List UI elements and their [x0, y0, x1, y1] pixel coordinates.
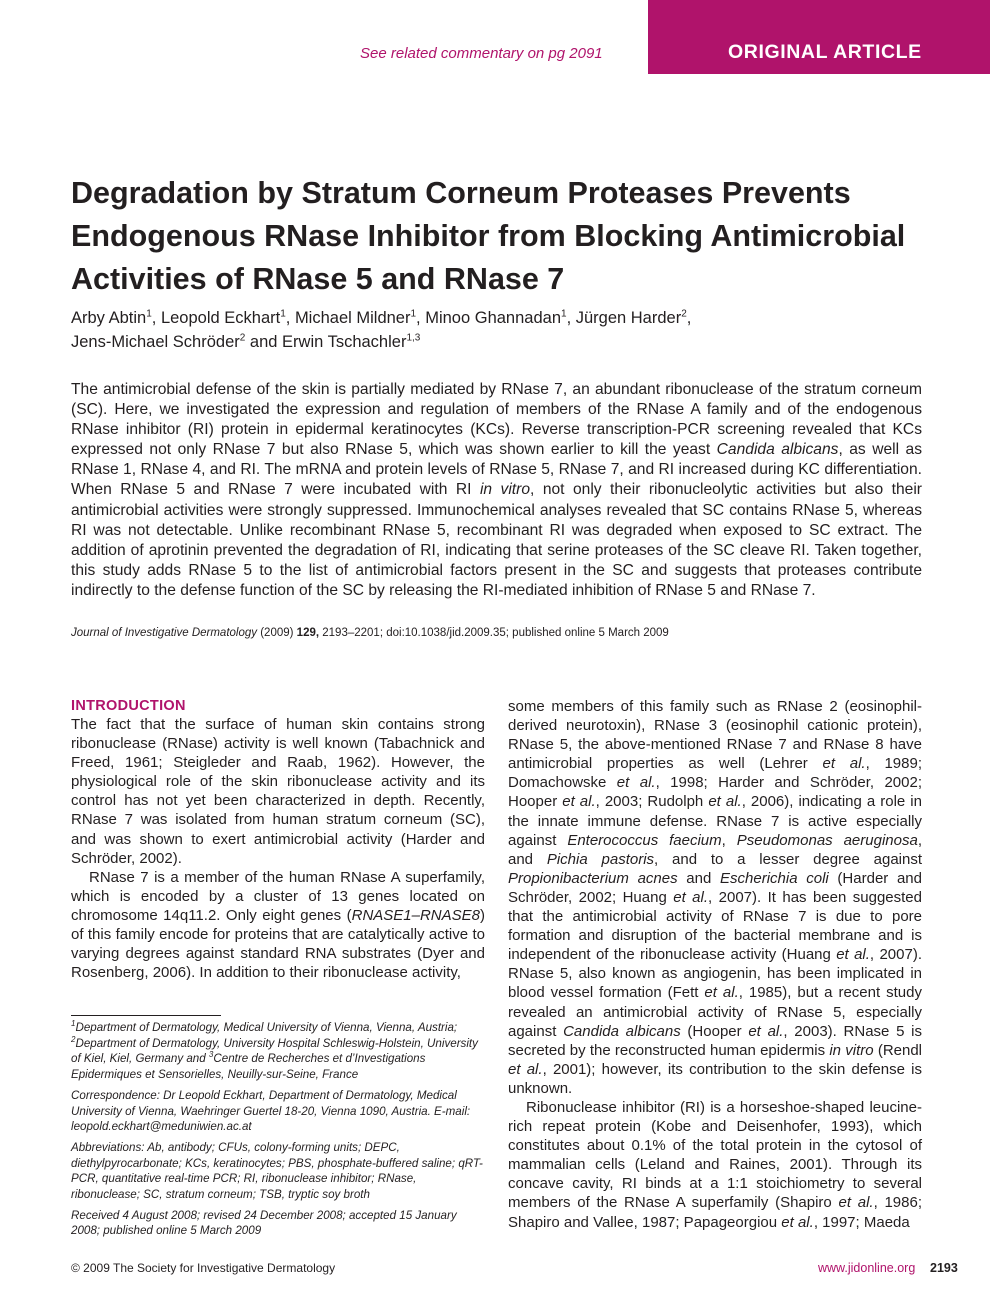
body-paragraph: Ribonuclease inhibitor (RI) is a horseshoe-shaped leucine-rich repeat protein (Kobe and Deisenhofer, 1993), which constitutes about 0.1% of the total protein in the cytosol of mammalian cells (Leland and Raines, 2001). Through its concave cavity, RI binds at a 1:1 stoichiometry to several members of the RNase A superfamily (Shapiro et al., 1986; Shapiro and Vallee, 1987; Papageorgiou et al., 1997; Maeda	[508, 1098, 923, 1231]
author-affiliation: 2	[239, 332, 246, 344]
author-affiliation: 2	[681, 308, 687, 320]
left-column	[71, 697, 485, 982]
author: Michael Mildner	[294, 309, 411, 327]
footnote-divider	[71, 1015, 221, 1016]
author-conjunction: and	[249, 333, 278, 351]
author: Jürgen Harder	[575, 309, 682, 327]
author: Minoo Ghannadan	[425, 309, 561, 327]
received-dates: Received 4 August 2008; revised 24 December 2008; accepted 15 January 2008; published online 5 March 2009	[71, 1208, 457, 1238]
author-affiliation: 1	[561, 308, 567, 320]
right-column	[508, 697, 922, 1232]
author: Erwin Tschachler	[282, 333, 407, 351]
author-affiliation: 1,3	[406, 332, 421, 344]
footnotes	[71, 1020, 485, 1244]
author: Leopold Eckhart	[160, 309, 281, 327]
related-commentary-link[interactable]: See related commentary on pg 2091	[360, 45, 603, 62]
intro-paragraph: RNase 7 is a member of the human RNase A superfamily, which is encoded by a cluster of 13 genes located on chromosome 14q11.2. Only eight genes (RNASE1–RNASE8) of this family encode for proteins that are catalytically active to varying degrees against standard RNA substrates (Dyer and Rosenberg, 2006). In addition to their ribonuclease activity,	[71, 868, 485, 982]
author-list: Arby Abtin$^1$, Leopold Eckhart$^1$, Michael Mildner$^1$, Minoo Ghannadan$^1$, Jürgen Harder$^2$, Jens-Michael Schröder$^2$ and Erwin Tschachler$^{1,3}$	[71, 308, 692, 351]
intro-paragraph: The fact that the surface of human skin contains strong ribonuclease (RNase) activity is well known (Tabachnick and Freed, 1961; Steigleder and Raab, 1962). However, the physiological role of the skin ribonuclease activity and its control has not yet been characterized in depth. Recently, RNase 7 was isolated from human stratum corneum (SC), and was shown to exert antimicrobial activity (Harder and Schröder, 2002).	[71, 716, 485, 867]
article-type-badge: ORIGINAL ARTICLE	[648, 0, 990, 74]
abstract: The antimicrobial defense of the skin is partially mediated by RNase 7, an abundant ribonuclease of the stratum corneum (SC). Here, we investigated the expression and regulation of members of the RNase A family and of the endogenous RNase inhibitor (RI) protein in epidermal keratinocytes (KCs). Reverse transcription-PCR screening revealed that KCs expressed not only RNase 7 but also RNase 5, which was shown earlier to kill the yeast Candida albicans, as well as RNase 1, RNase 4, and RI. The mRNA and protein levels of RNase 5, RNase 7, and RI increased during KC differentiation. When RNase 5 and RNase 7 were incubated with RI in vitro, not only their ribonucleolytic activities but also their antimicrobial activities were strongly suppressed. Immunochemical analyses revealed that SC contains RNase 5, whereas RI was not detectable. Unlike recombinant RNase 5, recombinant RI was degraded when exposed to SC extract. The addition of aprotinin prevented the degradation of RI, indicating that serine proteases of the SC cleave RI. Taken together, this study adds RNase 5 to the list of antimicrobial factors present in the SC and suggests that proteases contribute indirectly to the defense function of the SC by releasing the RI-mediated inhibition of RNase 5 and RNase 7.	[71, 381, 922, 599]
volume: 129,	[296, 627, 320, 639]
journal-website-link[interactable]: www.jidonline.org	[818, 1261, 916, 1275]
affiliations: $^1$Department of Dermatology, Medical University of Vienna, Vienna, Austria; $^2$Department of Dermatology, University Hospital Schleswig-Holstein, University of Kiel, Kiel, Germany and $^3$Centre de Recherches et d’Investigations Epidermiques et Sensorielles, Neuilly-sur-Seine, France	[71, 1019, 478, 1082]
section-heading-introduction: INTRODUCTION	[71, 698, 186, 714]
copyright: © 2009 The Society for Investigative Dermatology	[71, 1261, 336, 1275]
author-affiliation: 1	[280, 308, 286, 320]
citation-line: Journal of Investigative Dermatology (2009) 129, 2193–2201; doi:10.1038/jid.2009.35; published online 5 March 2009	[71, 627, 669, 639]
author-affiliation: 1	[146, 308, 152, 320]
correspondence: Correspondence: Dr Leopold Eckhart, Department of Dermatology, Medical University of Vienna, Waehringer Guertel 18-20, Vienna 1090, Austria. E-mail: leopold.eckhart@meduniwien.ac.at	[71, 1088, 471, 1134]
body-paragraph: some members of this family such as RNase 2 (eosinophil-derived neurotoxin), RNase 3 (eosinophil cationic protein), RNase 5, the above-mentioned RNase 7 and RNase 8 have antimicrobial properties as well (Lehrer et al., 1989; Domachowske et al., 1998; Harder and Schröder, 2002; Hooper et al., 2003; Rudolph et al., 2006), indicating a role in the innate immune defense. RNase 7 is active especially against Enterococcus faecium, Pseudomonas aeruginosa, and Pichia pastoris, and to a lesser degree against Propionibacterium acnes and Escherichia coli (Harder and Schröder, 2002; Huang et al., 2007). It has been suggested that the antimicrobial activity of RNase 7 is due to pore formation and disruption of the bacterial membrane and is independent of the ribonuclease activity (Huang et al., 2007). RNase 5, also known as angiogenin, has been implicated in blood vessel formation (Fett et al., 1985), but a recent study revealed an antimicrobial activity of RNase 5, especially against Candida albicans (Hooper et al., 2003). RNase 5 is secreted by the reconstructed human epidermis in vitro (Rendl et al., 2001); however, its contribution to the skin defense is unknown.	[508, 698, 923, 1097]
journal-name: Journal of Investigative Dermatology	[71, 627, 258, 639]
author: Arby Abtin	[71, 309, 147, 327]
page-number: 2193	[930, 1261, 958, 1275]
author-affiliation: 1	[410, 308, 417, 320]
article-title: Degradation by Stratum Corneum Proteases Prevents Endogenous RNase Inhibitor from Blocking Antimicrobial Activities of RNase 5 and RNase 7	[71, 176, 906, 296]
author: Jens-Michael Schröder	[71, 333, 240, 351]
abbreviations: Abbreviations: Ab, antibody; CFUs, colony-forming units; DEPC, diethylpyrocarbonate; KCs, keratinocytes; PBS, phosphate-buffered saline; qRT-PCR, quantitative real-time PCR; RI, ribonuclease inhibitor; RNase, ribonuclease; SC, stratum corneum; TSB, tryptic soy broth	[71, 1140, 483, 1202]
